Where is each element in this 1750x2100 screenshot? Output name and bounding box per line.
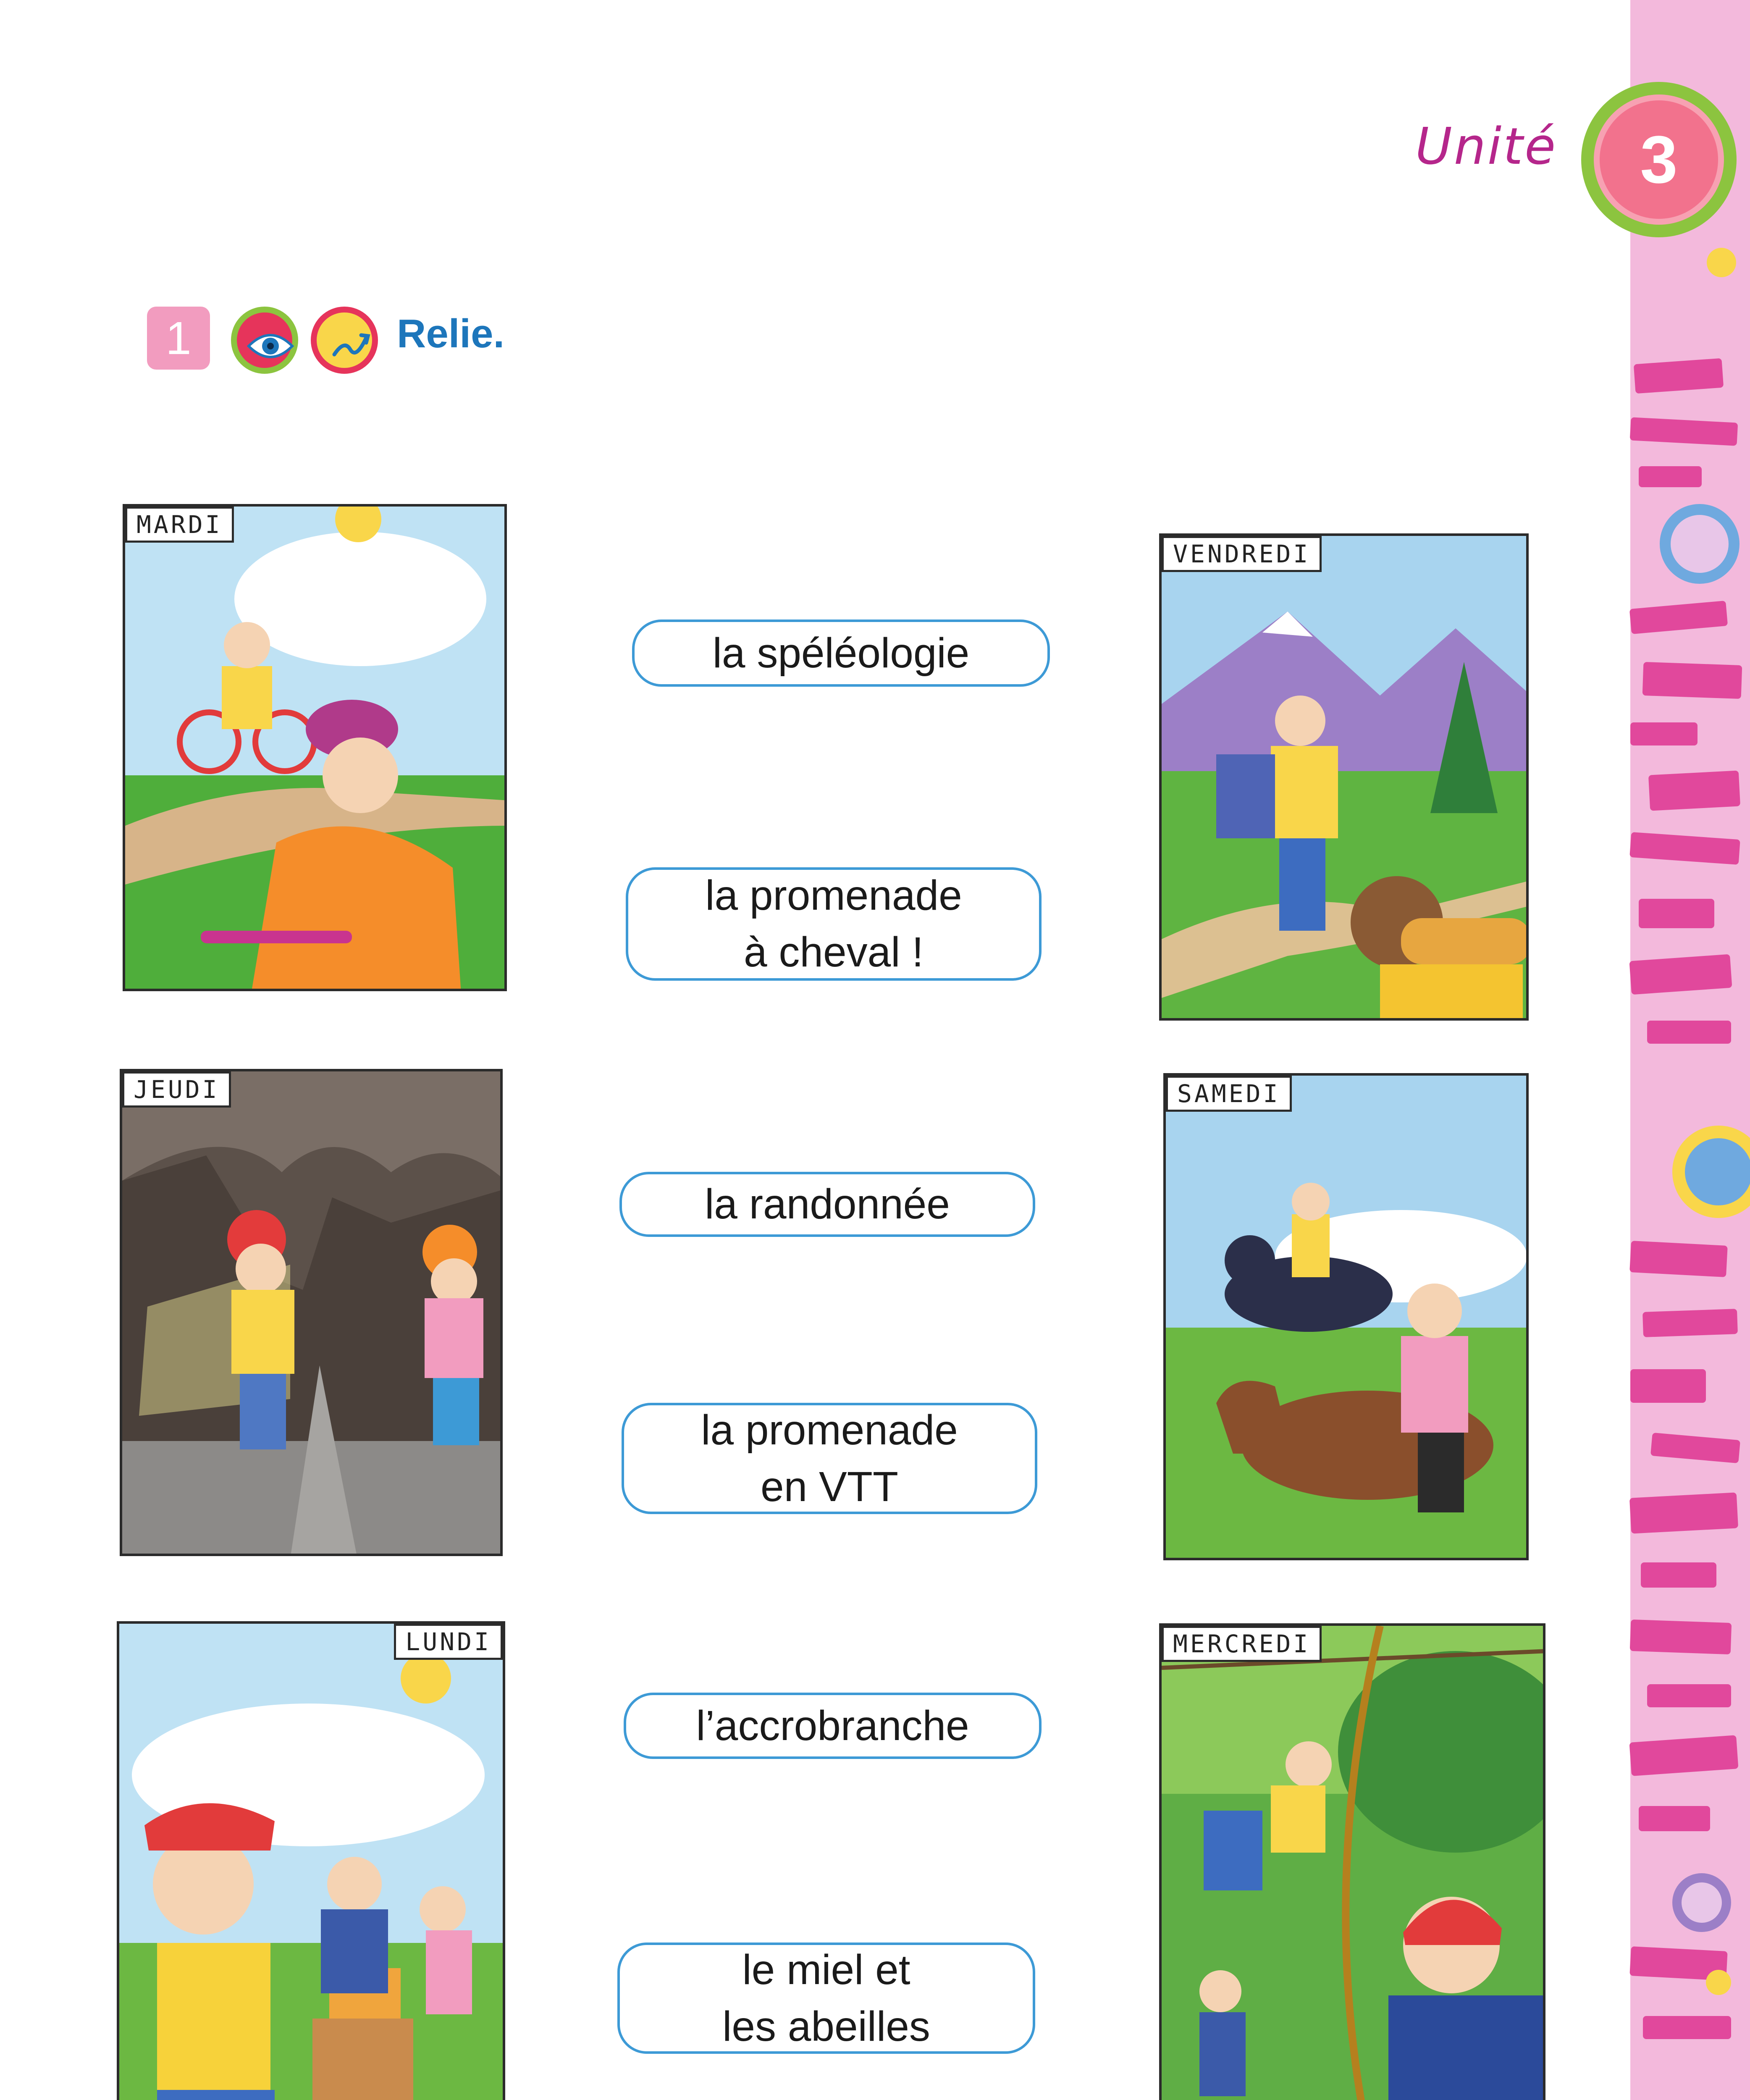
day-label: VENDREDI xyxy=(1162,536,1322,572)
unit-label: Unité xyxy=(1415,118,1558,176)
answer-option-4[interactable] xyxy=(622,1403,1037,1514)
answer-text: la randonnée xyxy=(705,1181,950,1228)
exercise-number: 1 xyxy=(147,307,210,370)
answer-text: la promenade à cheval ! xyxy=(705,872,962,976)
illustration-panel-right-2 xyxy=(1163,1073,1529,1560)
decorative-side-strip xyxy=(1630,0,1750,2100)
link-icon xyxy=(311,307,378,374)
exercise-instruction: Relie. xyxy=(397,311,505,356)
illustration-panel-left-3 xyxy=(117,1621,505,2100)
bike-scene-illustration xyxy=(125,507,507,991)
day-label: MARDI xyxy=(125,507,234,543)
horses-scene-illustration xyxy=(1166,1076,1529,1560)
unit-number: 3 xyxy=(1594,94,1724,225)
answer-option-2[interactable] xyxy=(626,867,1042,981)
day-label: MERCREDI xyxy=(1162,1626,1322,1662)
unit-badge xyxy=(1581,82,1737,237)
day-label: LUNDI xyxy=(394,1624,503,1660)
bees-scene-illustration xyxy=(119,1624,505,2100)
eye-icon xyxy=(231,307,298,374)
answer-option-3[interactable] xyxy=(619,1172,1035,1237)
answer-option-6[interactable] xyxy=(617,1942,1035,2054)
illustration-panel-right-1 xyxy=(1159,533,1529,1021)
answer-text: la spéléologie xyxy=(712,629,970,677)
day-label: JEUDI xyxy=(122,1071,231,1108)
illustration-panel-right-3 xyxy=(1159,1623,1545,2100)
answer-text: l’accrobranche xyxy=(696,1702,969,1749)
day-label: SAMEDI xyxy=(1166,1076,1292,1112)
illustration-panel-left-1 xyxy=(123,504,507,991)
illustration-panel-left-2 xyxy=(120,1069,503,1556)
hiking-scene-illustration xyxy=(1162,536,1529,1021)
answer-option-1[interactable] xyxy=(632,620,1050,687)
answer-text: le miel et les abeilles xyxy=(722,1946,930,2050)
zipline-scene-illustration xyxy=(1162,1626,1545,2100)
answer-option-5[interactable] xyxy=(624,1693,1042,1759)
answer-text: la promenade en VTT xyxy=(701,1406,958,1510)
cave-scene-illustration xyxy=(122,1071,503,1556)
